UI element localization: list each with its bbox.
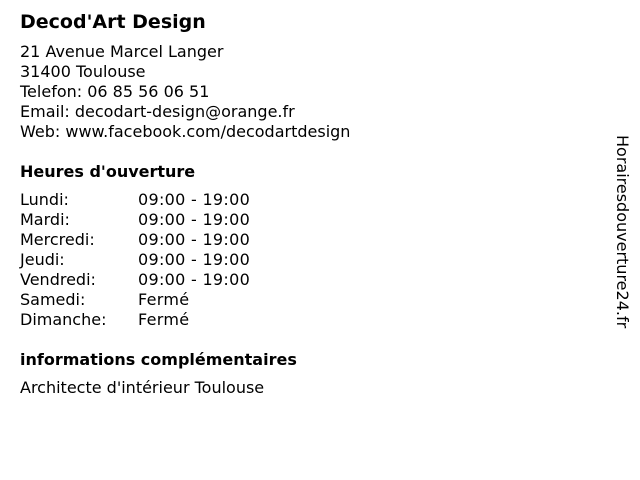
phone-line: Telefon: 06 85 56 06 51 xyxy=(20,82,210,101)
hours-row-monday xyxy=(20,190,600,210)
web-line[interactable]: Web: www.facebook.com/decodartdesign xyxy=(20,122,351,141)
hours-time: Fermé xyxy=(138,290,190,309)
business-card xyxy=(20,10,600,398)
hours-day: Mercredi: xyxy=(20,230,95,249)
hours-time: 09:00 - 19:00 xyxy=(138,190,251,209)
business-name: Decod'Art Design xyxy=(20,11,206,33)
hours-row-friday xyxy=(20,270,600,290)
opening-hours-heading: Heures d'ouverture xyxy=(20,162,196,181)
hours-row-saturday xyxy=(20,290,600,310)
hours-time: 09:00 - 19:00 xyxy=(138,210,251,229)
address-street: 21 Avenue Marcel Langer xyxy=(20,42,224,61)
hours-time: 09:00 - 19:00 xyxy=(138,250,251,269)
hours-day: Jeudi: xyxy=(20,250,65,269)
hours-day: Mardi: xyxy=(20,210,70,229)
hours-row-wednesday xyxy=(20,230,600,250)
hours-day: Samedi: xyxy=(20,290,86,309)
hours-time: Fermé xyxy=(138,310,190,329)
email-line[interactable]: Email: decodart-design@orange.fr xyxy=(20,102,295,121)
additional-info-heading: informations complémentaires xyxy=(20,350,297,369)
hours-day: Lundi: xyxy=(20,190,69,209)
hours-row-thursday xyxy=(20,250,600,270)
hours-row-sunday xyxy=(20,310,600,330)
hours-time: 09:00 - 19:00 xyxy=(138,270,251,289)
hours-day: Vendredi: xyxy=(20,270,96,289)
hours-time: 09:00 - 19:00 xyxy=(138,230,251,249)
site-watermark: Horairesdouverture24.fr xyxy=(613,135,632,329)
address-city: 31400 Toulouse xyxy=(20,62,146,81)
hours-row-tuesday xyxy=(20,210,600,230)
additional-info-text: Architecte d'intérieur Toulouse xyxy=(20,378,265,397)
hours-day: Dimanche: xyxy=(20,310,107,329)
